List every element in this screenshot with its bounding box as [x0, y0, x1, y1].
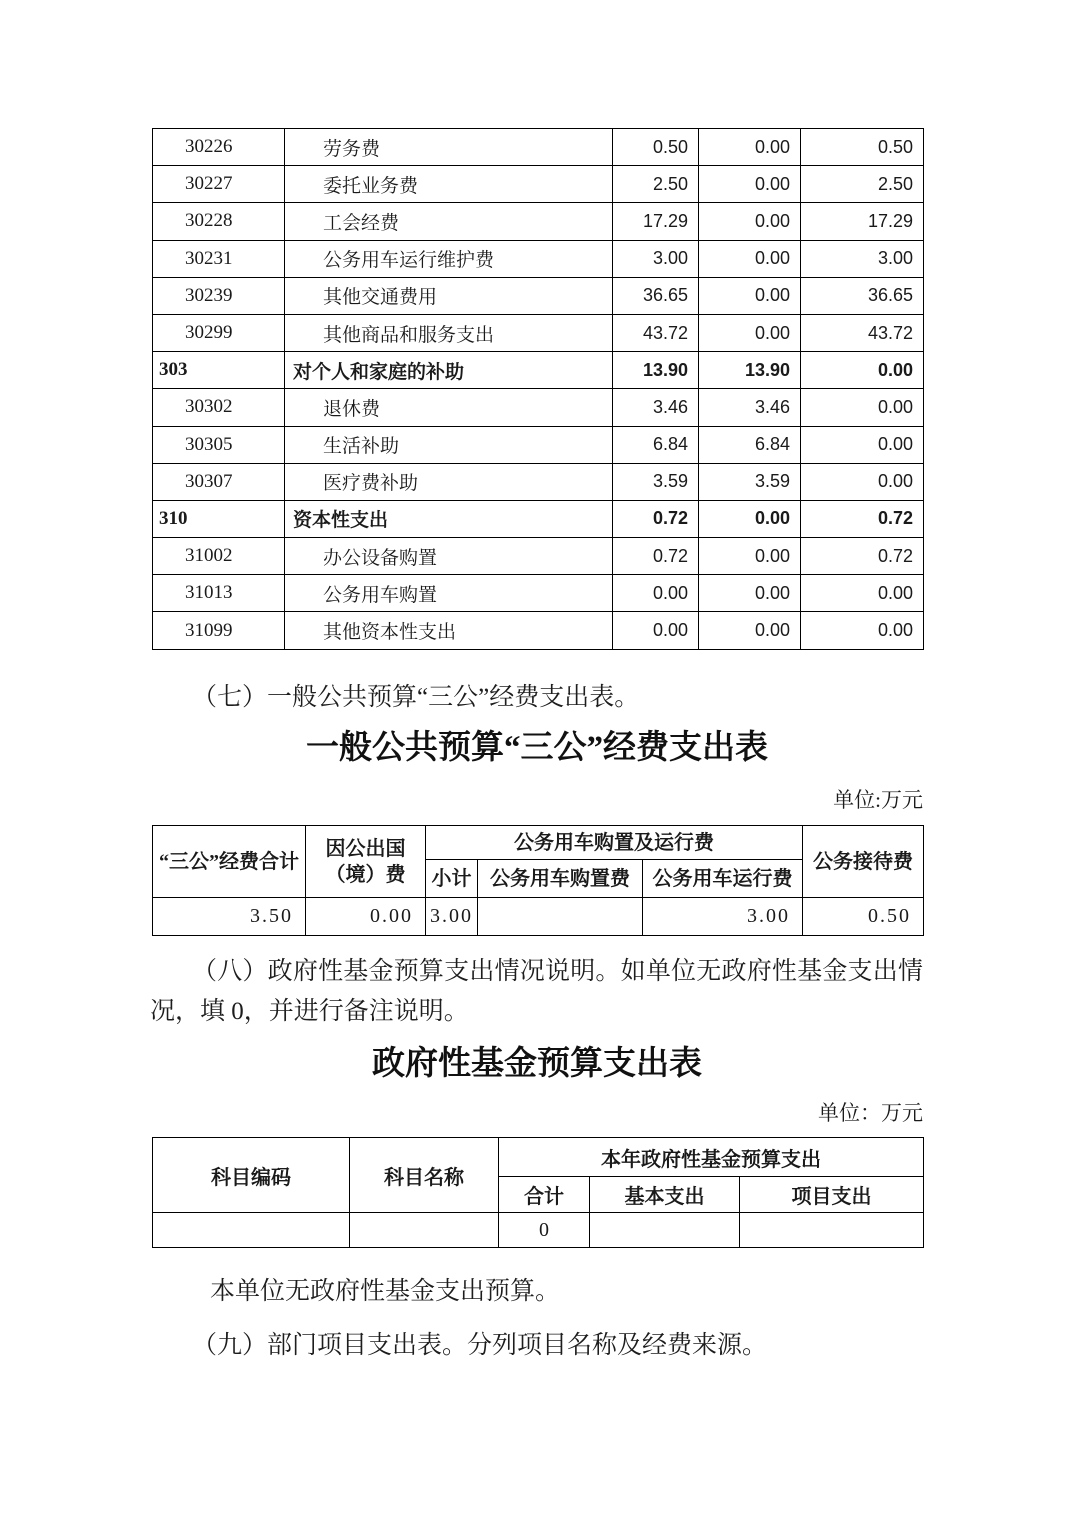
unit-label-sangong: 单位:万元: [833, 788, 923, 812]
total-amount-cell: 0.72: [613, 538, 699, 575]
total-amount-cell: 0.00: [613, 575, 699, 612]
govfund-name-value: [350, 1213, 499, 1248]
basic-amount-cell: 0.00: [699, 203, 801, 240]
sangong-expense-table: [152, 825, 924, 936]
table-row: [153, 389, 924, 426]
header-vehicle-purchase: 公务用车购置费: [478, 860, 643, 898]
subject-name-cell: 对个人和家庭的补助: [285, 352, 613, 389]
project-amount-cell: 0.00: [801, 389, 924, 426]
table-row: [153, 129, 924, 166]
header-govfund-basic: 基本支出: [590, 1177, 740, 1213]
abroad-expense-value: 0.00: [306, 898, 426, 936]
sangong-table-title: 一般公共预算“三公”经费支出表: [306, 730, 768, 766]
paragraph-section-eight: （八）政府性基金预算支出情况说明。如单位无政府性基金支出情况，填 0，并进行备注说明。: [150, 958, 923, 1025]
header-vehicle-subtotal: 小计: [426, 860, 478, 898]
table-row: [153, 575, 924, 612]
table-row: [153, 500, 924, 537]
header-sangong-total: “三公”经费合计: [153, 826, 306, 898]
project-amount-cell: 0.50: [801, 129, 924, 166]
subject-name-cell: 资本性支出: [285, 500, 613, 537]
total-amount-cell: 13.90: [613, 352, 699, 389]
project-amount-cell: 43.72: [801, 314, 924, 351]
total-amount-cell: 36.65: [613, 277, 699, 314]
project-amount-cell: 0.00: [801, 575, 924, 612]
subject-code-cell: 303: [153, 352, 285, 389]
basic-amount-cell: 0.00: [699, 612, 801, 649]
subject-code-cell: 31013: [153, 575, 285, 612]
basic-amount-cell: 0.00: [699, 500, 801, 537]
govfund-basic-value: [590, 1213, 740, 1248]
table-row: [153, 612, 924, 649]
basic-amount-cell: 3.59: [699, 463, 801, 500]
project-amount-cell: 2.50: [801, 166, 924, 203]
basic-amount-cell: 0.00: [699, 240, 801, 277]
table-row: [153, 166, 924, 203]
header-govfund-project: 项目支出: [740, 1177, 924, 1213]
govfund-total-value: 0: [499, 1213, 590, 1248]
project-amount-cell: 0.00: [801, 612, 924, 649]
subject-name-cell: 生活补助: [285, 426, 613, 463]
subject-code-cell: 30239: [153, 277, 285, 314]
subject-code-cell: 30231: [153, 240, 285, 277]
table-data-row: [153, 898, 924, 936]
paragraph-section-nine: （九）部门项目支出表。分列项目名称及经费来源。: [192, 1332, 768, 1359]
basic-amount-cell: 0.00: [699, 277, 801, 314]
subject-name-cell: 办公设备购置: [285, 538, 613, 575]
total-amount-cell: 3.46: [613, 389, 699, 426]
total-amount-cell: 6.84: [613, 426, 699, 463]
subject-code-cell: 30305: [153, 426, 285, 463]
unit-label-govfund: 单位：万元: [818, 1101, 923, 1125]
paragraph-no-govfund-note: 本单位无政府性基金支出预算。: [210, 1278, 561, 1305]
subject-code-cell: 31002: [153, 538, 285, 575]
govfund-code-value: [153, 1213, 350, 1248]
subject-name-cell: 工会经费: [285, 203, 613, 240]
header-year-govfund-group: 本年政府性基金预算支出: [499, 1138, 924, 1177]
project-amount-cell: 36.65: [801, 277, 924, 314]
total-amount-cell: 17.29: [613, 203, 699, 240]
subject-code-cell: 30227: [153, 166, 285, 203]
basic-amount-cell: 3.46: [699, 389, 801, 426]
total-amount-cell: 0.00: [613, 612, 699, 649]
project-amount-cell: 0.72: [801, 538, 924, 575]
table-header-row: [153, 826, 924, 860]
table-row: [153, 463, 924, 500]
subject-code-cell: 30307: [153, 463, 285, 500]
vehicle-subtotal-value: 3.00: [426, 898, 478, 936]
total-amount-cell: 43.72: [613, 314, 699, 351]
basic-amount-cell: 0.00: [699, 166, 801, 203]
table-row: [153, 352, 924, 389]
header-vehicle-operation: 公务用车运行费: [643, 860, 803, 898]
total-amount-cell: 2.50: [613, 166, 699, 203]
table-row: [153, 426, 924, 463]
sangong-total-value: 3.50: [153, 898, 306, 936]
header-reception-expense: 公务接待费: [803, 826, 924, 898]
table-header-row: [153, 1138, 924, 1177]
subject-name-cell: 医疗费补助: [285, 463, 613, 500]
subject-code-cell: 30226: [153, 129, 285, 166]
subject-name-cell: 其他资本性支出: [285, 612, 613, 649]
project-amount-cell: 17.29: [801, 203, 924, 240]
table-row: [153, 203, 924, 240]
govfund-table-title: 政府性基金预算支出表: [372, 1046, 702, 1082]
budget-expense-table: [152, 128, 924, 650]
total-amount-cell: 3.59: [613, 463, 699, 500]
project-amount-cell: 0.72: [801, 500, 924, 537]
project-amount-cell: 0.00: [801, 426, 924, 463]
subject-name-cell: 其他交通费用: [285, 277, 613, 314]
subject-code-cell: 31099: [153, 612, 285, 649]
basic-amount-cell: 13.90: [699, 352, 801, 389]
project-amount-cell: 3.00: [801, 240, 924, 277]
table-row: [153, 277, 924, 314]
header-govfund-total: 合计: [499, 1177, 590, 1213]
subject-name-cell: 退休费: [285, 389, 613, 426]
subject-name-cell: 其他商品和服务支出: [285, 314, 613, 351]
total-amount-cell: 3.00: [613, 240, 699, 277]
table-row: [153, 240, 924, 277]
project-amount-cell: 0.00: [801, 352, 924, 389]
subject-code-cell: 310: [153, 500, 285, 537]
subject-name-cell: 劳务费: [285, 129, 613, 166]
vehicle-operation-value: 3.00: [643, 898, 803, 936]
basic-amount-cell: 6.84: [699, 426, 801, 463]
header-subject-name: 科目名称: [350, 1138, 499, 1213]
table-row: [153, 538, 924, 575]
govfund-project-value: [740, 1213, 924, 1248]
header-subject-code: 科目编码: [153, 1138, 350, 1213]
total-amount-cell: 0.50: [613, 129, 699, 166]
project-amount-cell: 0.00: [801, 463, 924, 500]
basic-amount-cell: 0.00: [699, 314, 801, 351]
vehicle-purchase-value: [478, 898, 643, 936]
subject-name-cell: 公务用车购置: [285, 575, 613, 612]
basic-amount-cell: 0.00: [699, 575, 801, 612]
paragraph-section-seven: （七）一般公共预算“三公”经费支出表。: [192, 684, 640, 711]
subject-code-cell: 30299: [153, 314, 285, 351]
subject-code-cell: 30302: [153, 389, 285, 426]
reception-expense-value: 0.50: [803, 898, 924, 936]
header-abroad-expense: 因公出国（境）费: [306, 826, 426, 898]
basic-amount-cell: 0.00: [699, 129, 801, 166]
subject-name-cell: 公务用车运行维护费: [285, 240, 613, 277]
table-data-row: [153, 1213, 924, 1248]
subject-name-cell: 委托业务费: [285, 166, 613, 203]
table-row: [153, 314, 924, 351]
govfund-expense-table: [152, 1137, 924, 1248]
total-amount-cell: 0.72: [613, 500, 699, 537]
subject-code-cell: 30228: [153, 203, 285, 240]
header-vehicle-group: 公务用车购置及运行费: [426, 826, 803, 860]
basic-amount-cell: 0.00: [699, 538, 801, 575]
